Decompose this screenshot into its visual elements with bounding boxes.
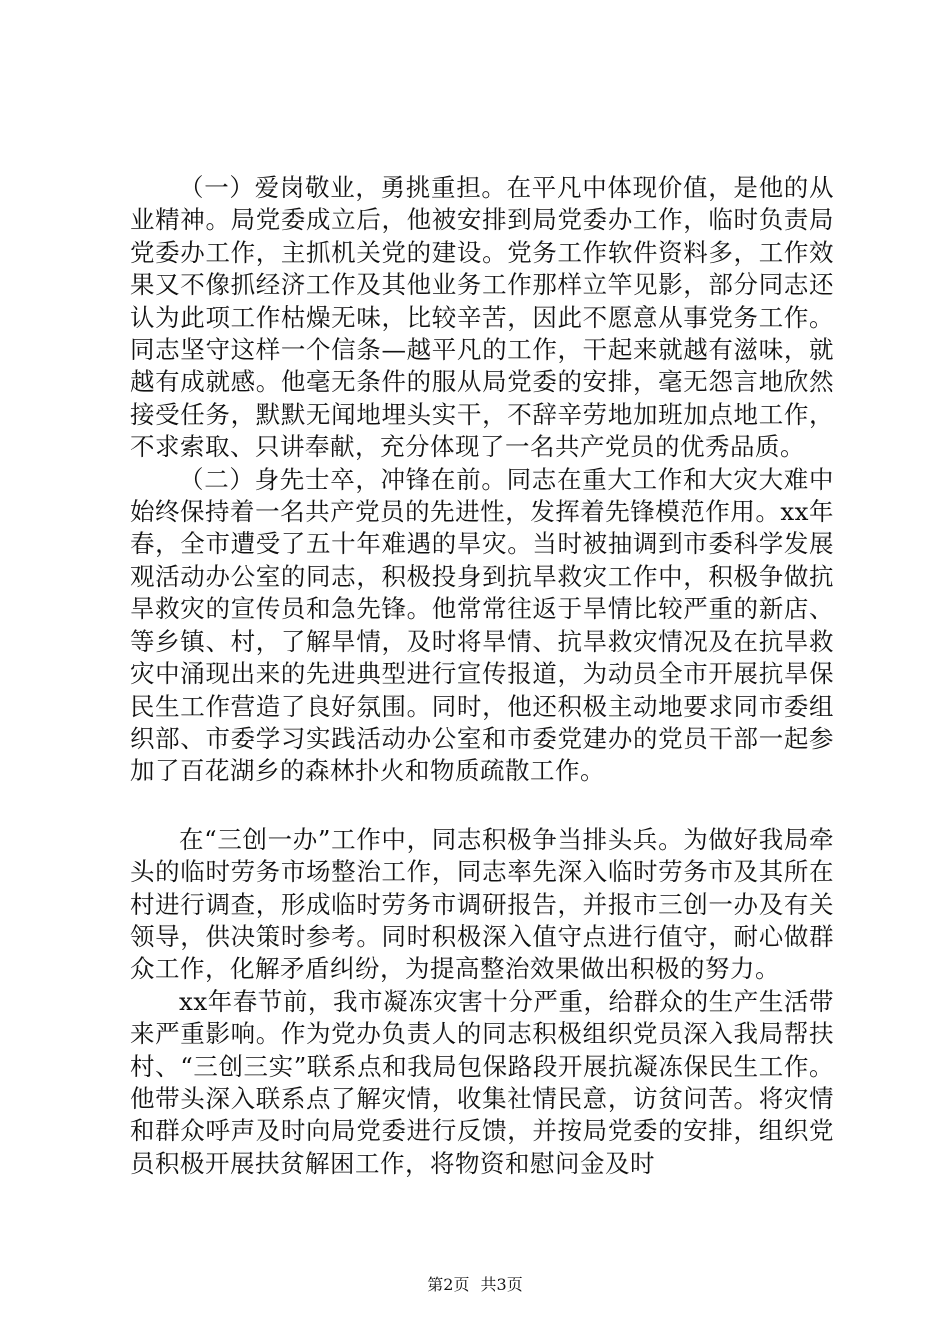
paragraph-gap (130, 788, 834, 824)
page-footer (0, 1275, 950, 1295)
paragraph-3: 在“三创一办”工作中，同志积极争当排头兵。为做好我局牵头的临时劳务市场整治工作，同志率先深入临时劳务市及其所在村进行调查，形成临时劳务市调研报告，并报市三创一办及有关领导，供决策时参考。同时积极深入值守点进行值守，耐心做群众工作，化解矛盾纠纷，为提高整治效果做出积极的努力。 (130, 824, 834, 984)
page-total: 共3页 (480, 1275, 523, 1294)
paragraph-4: xx年春节前，我市凝冻灾害十分严重，给群众的生产生活带来严重影响。作为党办负责人的同志积极组织党员深入我局帮扶村、“三创三实”联系点和我局包保路段开展抗凝冻保民生工作。他带头深入联系点了解灾情，收集社情民意，访贫问苦。将灾情和群众呼声及时向局党委进行反馈，并按局党委的安排，组织党员积极开展扶贫解困工作，将物资和慰问金及时 (130, 986, 834, 1178)
document-body (130, 172, 834, 1180)
page-number: 第2页 (427, 1275, 470, 1294)
paragraph-2: （二）身先士卒，冲锋在前。同志在重大工作和大灾大难中始终保持着一名共产党员的先进性，发挥着先锋模范作用。xx年春，全市遭受了五十年难遇的旱灾。当时被抽调到市委科学发展观活动办公室的同志，积极投身到抗旱救灾工作中，积极争做抗旱救灾的宣传员和急先锋。他常常往返于旱情比较严重的新店、等乡镇、村，了解旱情，及时将旱情、抗旱救灾情况及在抗旱救灾中涌现出来的先进典型进行宣传报道，为动员全市开展抗旱保民生工作营造了良好氛围。同时，他还积极主动地要求同市委组织部、市委学习实践活动办公室和市委党建办的党员干部一起参加了百花湖乡的森林扑火和物质疏散工作。 (130, 464, 834, 786)
paragraph-1: （一）爱岗敬业，勇挑重担。在平凡中体现价值，是他的从业精神。局党委成立后，他被安排到局党委办工作，临时负责局党委办工作，主抓机关党的建设。党务工作软件资料多，工作效果又不像抓经济工作及其他业务工作那样立竿见影，部分同志还认为此项工作枯燥无味，比较辛苦，因此不愿意从事党务工作。同志坚守这样一个信条—越平凡的工作，干起来就越有滋味，就越有成就感。他毫无条件的服从局党委的安排，毫无怨言地欣然接受任务，默默无闻地埋头实干，不辞辛劳地加班加点地工作，不求索取、只讲奉献，充分体现了一名共产党员的优秀品质。 (130, 173, 834, 462)
